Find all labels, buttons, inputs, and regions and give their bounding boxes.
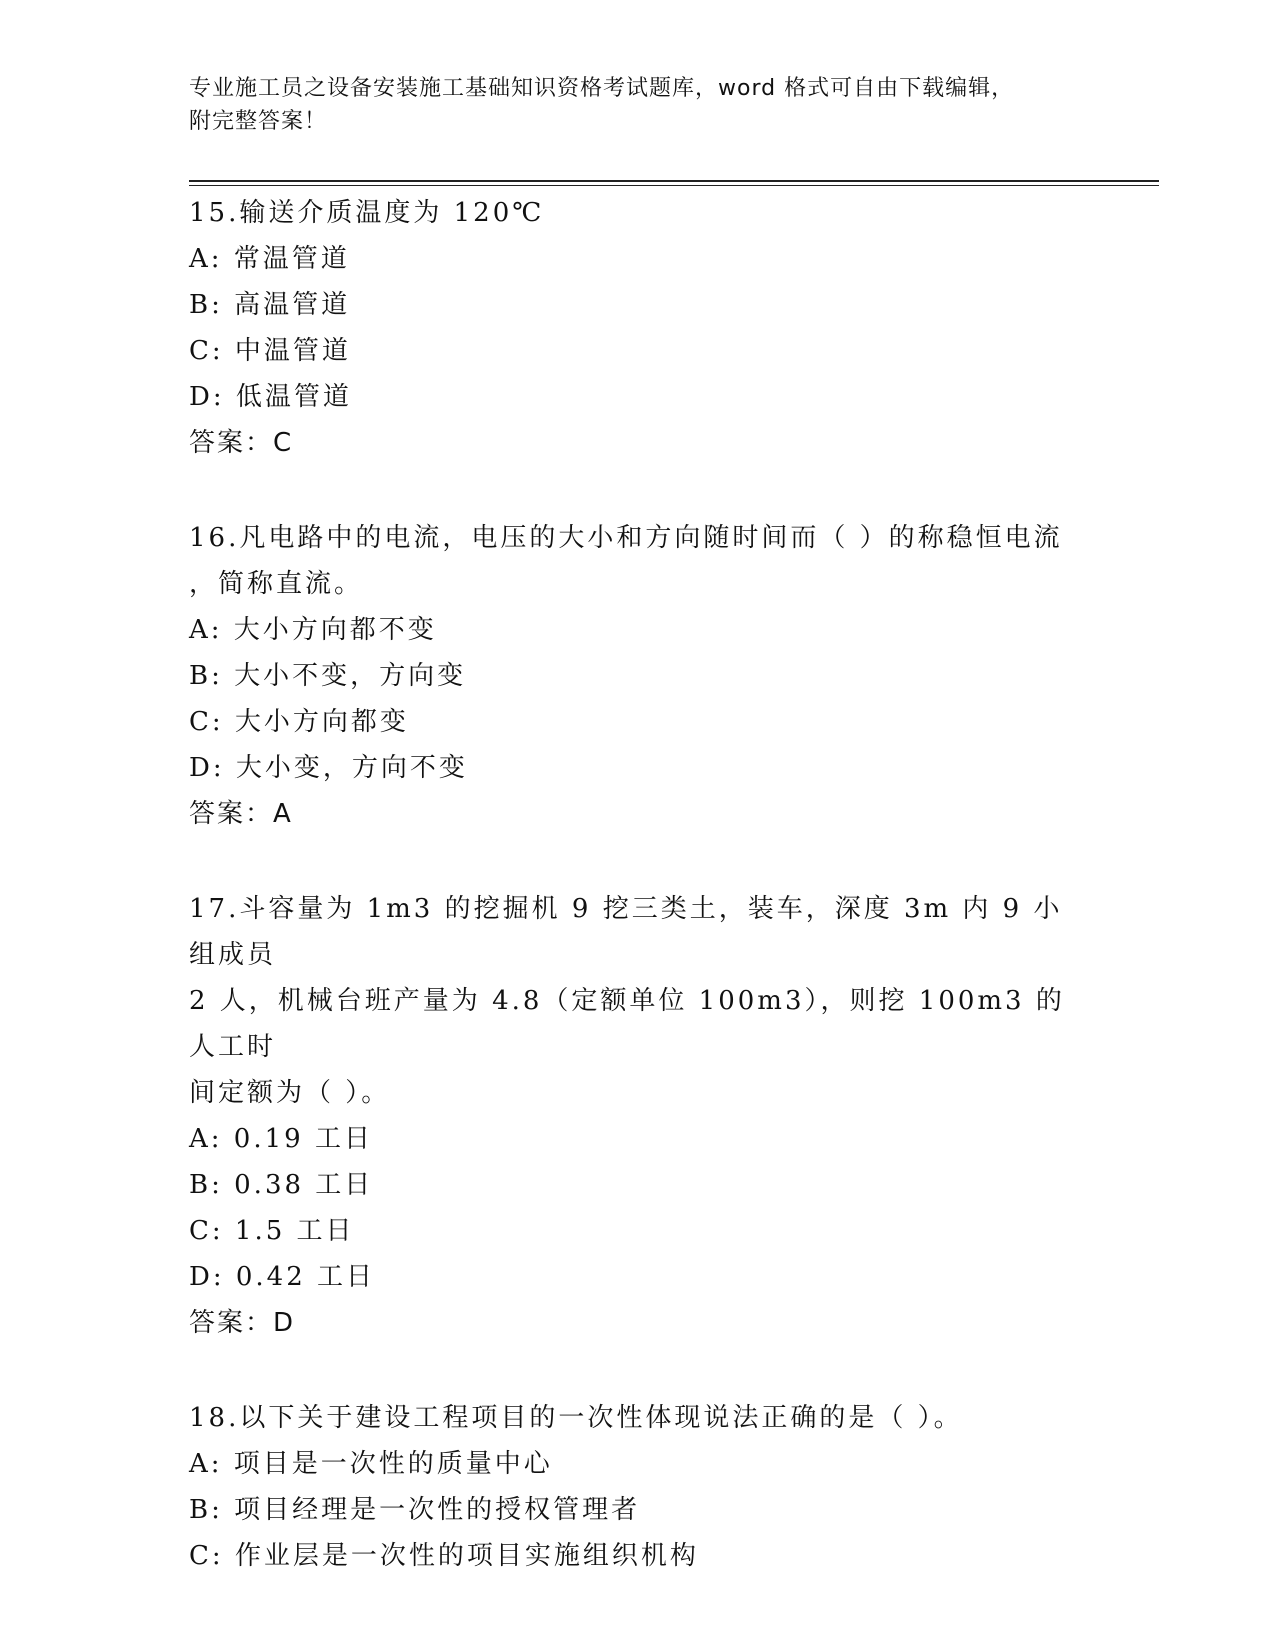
option-b: B: 0.38 工日	[189, 1170, 374, 1200]
header-line-2: 附完整答案！	[189, 109, 328, 134]
question-list	[189, 190, 1089, 1628]
answer-line: 答案：A	[189, 799, 293, 829]
question-stem-continued: 间定额为（ ）。	[189, 1078, 391, 1108]
question-stem: 17.斗容量为 1m3 的挖掘机 9 挖三类土，装车，深度 3m 内 9 小组成员	[189, 894, 1063, 970]
option-c: C: 中温管道	[189, 336, 351, 366]
question-17	[189, 886, 1089, 1346]
option-d: D: 0.42 工日	[189, 1262, 376, 1292]
option-b: B: 大小不变，方向变	[189, 661, 467, 691]
option-c: C: 大小方向都变	[189, 707, 409, 737]
answer-line: 答案：D	[189, 1308, 296, 1338]
option-c: C: 作业层是一次性的项目实施组织机构	[189, 1541, 699, 1571]
option-b: B: 高温管道	[189, 290, 351, 320]
option-d: D: 大小变，方向不变	[189, 753, 468, 783]
question-15	[189, 190, 1089, 466]
option-d: D: 低温管道	[189, 382, 352, 412]
header-line-1: 专业施工员之设备安装施工基础知识资格考试题库，word 格式可自由下载编辑，	[189, 76, 1015, 101]
question-stem: 18.以下关于建设工程项目的一次性体现说法正确的是（ ）。	[189, 1403, 963, 1433]
option-a: A: 0.19 工日	[189, 1124, 373, 1154]
header-divider-thin	[189, 185, 1159, 186]
option-a: A: 项目是一次性的质量中心	[189, 1449, 553, 1479]
option-a: A: 常温管道	[189, 244, 350, 274]
question-18	[189, 1395, 1089, 1579]
question-stem: 15.输送介质温度为 120℃	[189, 198, 545, 228]
question-stem: 16.凡电路中的电流，电压的大小和方向随时间而（ ）的称稳恒电流	[189, 523, 1063, 553]
question-stem-continued: ，简称直流。	[189, 569, 364, 599]
answer-line: 答案：C	[189, 428, 294, 458]
option-b: B: 项目经理是一次性的授权管理者	[189, 1495, 641, 1525]
header-divider	[189, 180, 1159, 182]
page-header	[189, 72, 1089, 138]
option-a: A: 大小方向都不变	[189, 615, 437, 645]
question-stem-continued: 2 人，机械台班产量为 4.8（定额单位 100m3），则挖 100m3 的人工时	[189, 986, 1065, 1062]
question-16	[189, 515, 1089, 837]
option-c: C: 1.5 工日	[189, 1216, 355, 1246]
